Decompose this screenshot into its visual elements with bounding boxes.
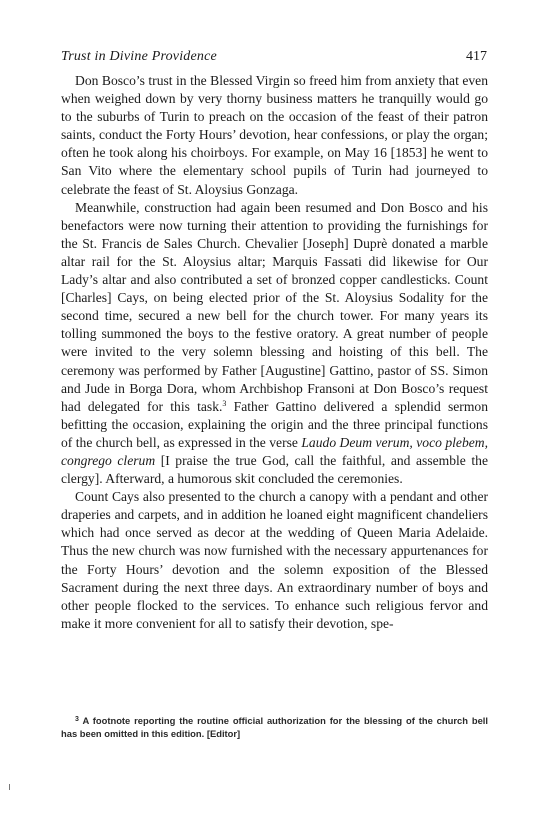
paragraph-2	[61, 199, 488, 489]
latin-verse: Laudo Deum verum, voco plebem, congrego clerum	[61, 434, 488, 468]
paragraph-3: Count Cays also presented to the church a canopy with a pendant and other draperies and carpets, and in addition he loaned eight magnificent chandeliers which had once served as decor at the wedding of Queen Maria Adelaide. Thus the new church was now furnished with the necessary appurtenances for the Forty Hours’ devotion and the solemn exposition of the Blessed Sacrament during the next three days. An extraordinary number of boys and other people flocked to the services. To enhance such religious fervor and make it more convenient for all to satisfy their devotion, spe-	[61, 489, 488, 631]
paragraph-2-part-1: Meanwhile, construction had again been resumed and Don Bosco and his benefactors were now turning their attention to providing the furnishings for the St. Francis de Sales Church. Chevalier [Joseph] Duprè donated a marble altar rail for the St. Aloysius altar; Marquis Fassati did likewise for Our Lady’s altar and also contributed a set of bronzed copper candlesticks. Count [Charles] Cays, on being elected prior of the St. Aloysius Sodality for the second time, secured a new bell for the church tower. For many years its tolling summoned the boys to the festive oratory. A great number of people were invited to the very solemn blessing and hoisting of this bell. The ceremony was performed by Father [Augustine] Gattino, pastor of SS. Simon and Jude in Borga Dora, whom Archbishop Fransoni at Don Bosco’s request had delegated for this task.	[61, 199, 488, 414]
running-title: Trust in Divine Providence	[61, 49, 217, 64]
footnote-text: A footnote reporting the routine official authorization for the blessing of the church bell has been omitted in this edition. [Editor]	[61, 715, 488, 739]
paragraph-1: Don Bosco’s trust in the Blessed Virgin so freed him from anxiety that even when weighed down by very thorny business matters he tranquilly would go to the suburbs of Turin to preach on the occasion of the feast of their patron saints, conduct the Forty Hours’ devotion, hear confessions, or play the organ; often he took along his choirboys. For example, on May 16 [1853] he went to San Vito where the elementary school pupils of Turin had journeyed to celebrate the feast of St. Aloysius Gonzaga.	[61, 73, 488, 197]
page-number: 417	[466, 49, 487, 64]
running-head	[61, 47, 487, 67]
footnote	[61, 714, 488, 740]
footnote-reference: 3	[222, 398, 227, 408]
scan-margin-mark	[9, 784, 10, 790]
body-text	[61, 72, 488, 633]
paragraph-2-part-2: Father Gattino delivered a splendid sermon befitting the occasion, explaining the origin and the three principal functions of the church bell, as expressed in the verse	[61, 398, 488, 450]
footnote-marker: 3	[75, 716, 79, 723]
paragraph-2-part-3: [I praise the true God, call the faithful, and assemble the clergy]. Afterward, a humorous skit concluded the ceremonies.	[61, 452, 488, 487]
